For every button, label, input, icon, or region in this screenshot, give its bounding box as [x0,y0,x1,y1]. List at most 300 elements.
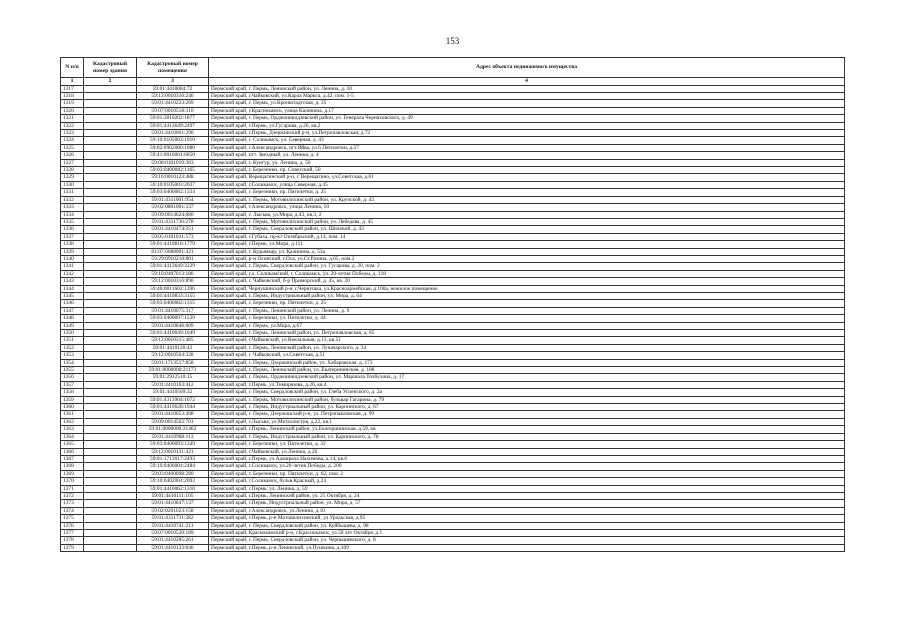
row-number-cell: 1322 [61,122,84,129]
header-premises-cadastral: Кадастровый номер помещения [137,58,209,78]
building-cadastral-cell [84,85,137,92]
row-number-cell: 1335 [61,218,84,225]
premises-cadastral-cell: 59:12:0010564:328 [137,352,209,359]
building-cadastral-cell [84,463,137,470]
premises-cadastral-cell: 59:08:0101010:383 [137,159,209,166]
table-row [61,248,845,255]
column-number: 4 [209,78,845,86]
building-cadastral-cell [84,255,137,262]
row-number-cell: 1317 [61,85,84,92]
premises-cadastral-cell: 59:01:4313904:1072 [137,396,209,403]
address-cell: Пермский край, г.Краснокамск, улица Калинина, д.17 [209,107,845,114]
premises-cadastral-cell: 59:12:0010316:896 [137,278,209,285]
table-row [61,337,845,344]
table-row [61,130,845,137]
building-cadastral-cell [84,337,137,344]
address-cell: Пермский край, г.Чайковский, ул.Карла Маркса, д.42, пом. 1-5 [209,93,845,100]
table-row [61,352,845,359]
row-number-cell: 1374 [61,507,84,514]
building-cadastral-cell [84,115,137,122]
row-number-cell: 1362 [61,418,84,425]
table-row [61,367,845,374]
address-cell: Пермский край, г.Пермь, Ленинский район, ул. 25 Октября, д. 24 [209,492,845,499]
address-cell: Пермский край, Краснокамский р-н, г.Краснокамск, ул.50 лет Октября, д.1 [209,529,845,536]
row-number-cell: 1376 [61,522,84,529]
premises-cadastral-cell: 59:02:0201023:158 [137,507,209,514]
table-row [61,455,845,462]
building-cadastral-cell [84,455,137,462]
row-number-cell: 1355 [61,367,84,374]
table-row [61,322,845,329]
premises-cadastral-cell: 59:09:0014502:701 [137,418,209,425]
table-row [61,241,845,248]
table-row [61,218,845,225]
premises-cadastral-cell: 59:03:0400082:1334 [137,189,209,196]
table-row [61,278,845,285]
table-row [61,196,845,203]
premises-cadastral-cell: 59:01:4311736:278 [137,218,209,225]
premises-cadastral-cell: 59:07:0010520:189 [137,529,209,536]
building-cadastral-cell [84,426,137,433]
table-row [61,137,845,144]
premises-cadastral-cell: 59:01:4410111:105 [137,492,209,499]
row-number-cell: 1357 [61,381,84,388]
address-cell: Пермский край, г. Кудымкар, ул. Калинина, д. 53а [209,248,845,255]
address-cell: Пермский край, г.Пермь, р-н Ленинский, ул.Пушкина, д.109 [209,544,845,551]
building-cadastral-cell [84,144,137,151]
row-number-cell: 1350 [61,330,84,337]
row-number-cell: 1344 [61,285,84,292]
address-cell: Пермский край, г. Пермь, ул.Кронштадтская, д. 35 [209,100,845,107]
row-number-cell: 1338 [61,241,84,248]
table-row [61,107,845,114]
table-row [61,93,845,100]
row-number-cell: 1371 [61,485,84,492]
address-cell: Пермский край, г. Пермь, Орджоникидзевский район, ул. Генерала Черняховского, д. 49 [209,115,845,122]
premises-cadastral-cell: 59:40:0011602:1396 [137,285,209,292]
row-number-cell: 1354 [61,359,84,366]
premises-cadastral-cell: 59:01:4410163:412 [137,381,209,388]
building-cadastral-cell [84,241,137,248]
table-row [61,211,845,218]
building-cadastral-cell [84,270,137,277]
premises-cadastral-cell: 59:01:0000000:21173 [137,367,209,374]
building-cadastral-cell [84,396,137,403]
address-cell: Пермский край, г. Кунгур, ул. Ленина, д. 56 [209,159,845,166]
premises-cadastral-cell: 59:03:0400093:1349 [137,441,209,448]
building-cadastral-cell [84,278,137,285]
row-number-cell: 1353 [61,352,84,359]
premises-cadastral-cell: 59:03:0400097:1539 [137,315,209,322]
row-number-cell: 1363 [61,426,84,433]
building-cadastral-cell [84,515,137,522]
table-row [61,189,845,196]
row-number-cell: 1351 [61,337,84,344]
address-cell: Пермский край, г. Пермь, Мотовилихинский район, ул. Крупской, д. 43 [209,196,845,203]
building-cadastral-cell [84,500,137,507]
header-address: Адрес объекта недвижимого имущества [209,58,845,78]
row-number-cell: 1373 [61,500,84,507]
address-cell: Пермский край, г.Губаха, пр-кт Октябрьский, д.14, пом. 14 [209,233,845,240]
address-cell: Пермский край, пгт. Звездный, ул. Ленина, д. 4 [209,152,845,159]
premises-cadastral-cell: 59:01:4413649:2497 [137,122,209,129]
building-cadastral-cell [84,300,137,307]
address-cell: Пермский край, г. Чайковский, ул.Советская, д.51 [209,352,845,359]
address-cell: Пермский край, г. Березники, пр. Пятилетки, д. 25 [209,189,845,196]
building-cadastral-cell [84,285,137,292]
building-cadastral-cell [84,381,137,388]
address-cell: Пермский край, г. Чайковский, б-р Приморский, д. 45, кв. 20 [209,278,845,285]
building-cadastral-cell [84,537,137,544]
premises-cadastral-cell: 59:16:0010123:488 [137,174,209,181]
building-cadastral-cell [84,233,137,240]
address-cell: Пермский край, г.Александровск, ул.Ленина, д.10 [209,507,845,514]
address-cell: Пермский край, г. Березники, пр. Пятилетки, д. 25 [209,300,845,307]
page-number: 153 [445,36,460,46]
building-cadastral-cell [84,522,137,529]
premises-cadastral-cell: 59:01:4410062:1310 [137,485,209,492]
row-number-cell: 1366 [61,448,84,455]
address-cell: Пермский край, г. Березники, ул. Пятилетки, д. 32 [209,441,845,448]
address-cell: Пермский край, г.Александровск, пгт.Яйва, ул.6 Пятилетки, д.27 [209,144,845,151]
table-row [61,448,845,455]
address-cell: Пермский край, р-н Осинский, г.Оса, ул.Ст.Разина, д.65, пом.2 [209,255,845,262]
building-cadastral-cell [84,263,137,270]
address-cell: Пермский край, г.Соликамск, улица Северная, д.45 [209,181,845,188]
address-cell: Пермский край, г. Пермь, Ленинский район, ул. Петропавловская, д. 85 [209,330,845,337]
address-cell: Пермский край, г.Пермь, р-н Мотовилихинский, ул.Уральская, д.95 [209,515,845,522]
premises-cadastral-cell: 59:01:4410061:290 [137,130,209,137]
row-number-cell: 1326 [61,152,84,159]
building-cadastral-cell [84,529,137,536]
premises-cadastral-cell: 59:10:0406004:2484 [137,463,209,470]
address-cell: Пермский край, г. Пермь, Свердловский район, ул. Шиловой, д. 43 [209,226,845,233]
table-row [61,204,845,211]
premises-cadastral-cell: 59:12:0010315:485 [137,337,209,344]
address-cell: Пермский край, г.Соликамск, ул.20-летия Победы, д. 200 [209,463,845,470]
address-cell: Пермский край, г. Пермь, Индустриальный район, ул. Мира, д. 64 [209,292,845,299]
table-row [61,522,845,529]
building-cadastral-cell [84,478,137,485]
address-cell: Пермский край, г. Пермь, Ленинский район, ул. Луначарского, д. 34 [209,344,845,351]
row-number-cell: 1340 [61,255,84,262]
address-cell: Пермский край, г. Пермь, Ленинский район, ул. Ленина, д. 9 [209,307,845,314]
column-number: 1 [61,78,84,86]
premises-cadastral-cell: 59:09:0014624:680 [137,211,209,218]
premises-cadastral-cell: 59:03:0400082:1165 [137,167,209,174]
building-cadastral-cell [84,159,137,166]
premises-cadastral-cell: 59:02:0902080:1080 [137,144,209,151]
building-cadastral-cell [84,367,137,374]
building-cadastral-cell [84,485,137,492]
building-cadastral-cell [84,218,137,225]
row-number-cell: 1368 [61,463,84,470]
building-cadastral-cell [84,470,137,477]
address-cell: Пермский край, Чернушинский р-н, г.Чернушка, ул.Красноармейская, д.100а, нежилое помещение [209,285,845,292]
table-row [61,174,845,181]
table-row [61,292,845,299]
row-number-cell: 1379 [61,544,84,551]
building-cadastral-cell [84,211,137,218]
table-row [61,255,845,262]
premises-cadastral-cell: 59:10:0105003:1910 [137,137,209,144]
building-cadastral-cell [84,248,137,255]
premises-cadastral-cell: 59:01:4410846:609 [137,322,209,329]
row-number-cell: 1333 [61,204,84,211]
premises-cadastral-cell: 59:12:0010316:246 [137,93,209,100]
row-number-cell: 1365 [61,441,84,448]
table-row [61,492,845,499]
header-row-number: N п/п [61,58,84,78]
table-row [61,515,845,522]
table-row [61,285,845,292]
table-row [61,315,845,322]
row-number-cell: 1349 [61,322,84,329]
table-row [61,411,845,418]
row-number-cell: 1331 [61,189,84,196]
premises-cadastral-cell: 59:10:0407013:186 [137,270,209,277]
address-cell: Пермский край, г.Александровск, улица Ленина, 10 [209,204,845,211]
premises-cadastral-cell: 59:01:3810202:1877 [137,115,209,122]
address-cell: Пермский край, г. Пермь, Индустриальный район, ул. Карпинского, д. 78 [209,433,845,440]
row-number-cell: 1347 [61,307,84,314]
table-row [61,478,845,485]
table-row [61,389,845,396]
address-cell: Пермский край, г. Пермь, Свердловский район, ул. Гусарова, д. 20, пом. 2 [209,263,845,270]
table-row [61,418,845,425]
table-row [61,507,845,514]
premises-cadastral-cell: 59:01:4410133:646 [137,544,209,551]
address-cell: Пермский край, г. Пермь, Индустриальный район, ул. Карпинского, д. 67 [209,404,845,411]
building-cadastral-cell [84,344,137,351]
building-cadastral-cell [84,330,137,337]
address-cell: Пермский край, г. Березники, пр. Пятилетки, д. 62, пом. 2 [209,470,845,477]
address-cell: Пермский край, г.Пермь, Дзержинский р-н, ул.Петропавловская, д.72 [209,130,845,137]
table-row [61,426,845,433]
premises-cadastral-cell: 59:10:0105003:2037 [137,181,209,188]
table-row [61,529,845,536]
building-cadastral-cell [84,507,137,514]
premises-cadastral-cell: 59:10:0402004:2693 [137,478,209,485]
table-row [61,359,845,366]
table-row [61,381,845,388]
premises-cadastral-cell: 59:01:4410628:1944 [137,404,209,411]
building-cadastral-cell [84,544,137,551]
row-number-cell: 1337 [61,233,84,240]
premises-cadastral-cell: 59:07:0010518:310 [137,107,209,114]
table-row [61,181,845,188]
address-cell: Пермский край, г. Лысьва, ул.Мира, д.43, кв.3, 2 [209,211,845,218]
premises-cadastral-cell: 59:01:4410474:351 [137,226,209,233]
table-row [61,463,845,470]
premises-cadastral-cell: 59:01:0000000:21462 [137,426,209,433]
address-cell: Пермский край, г.Соликамск, бульв.Красный, д.24 [209,478,845,485]
table-row [61,233,845,240]
row-number-cell: 1329 [61,174,84,181]
premises-cadastral-cell: 59:01:4410084:72 [137,85,209,92]
row-number-cell: 1343 [61,278,84,285]
address-cell: Пермский край, г.Пермь, Индустриальный район, ул. Мира, д. 57 [209,500,845,507]
building-cadastral-cell [84,130,137,137]
building-cadastral-cell [84,411,137,418]
premises-cadastral-cell: 59:05:0101031:573 [137,233,209,240]
address-cell: Пермский край, г. Пермь, Свердловский район, ул. Куйбышева, д. 98 [209,522,845,529]
table-row [61,100,845,107]
premises-cadastral-cell: 59:29:0910210:801 [137,255,209,262]
address-cell: Пермский край, г. Пермь, Дзержинский р-н, ул. Петропавловская, д. 99 [209,411,845,418]
premises-cadastral-cell: 59:01:4410053:498 [137,411,209,418]
row-number-cell: 1330 [61,181,84,188]
building-cadastral-cell [84,292,137,299]
table-row [61,470,845,477]
table-row [61,500,845,507]
row-number-cell: 1348 [61,315,84,322]
row-number-cell: 1328 [61,167,84,174]
table-row [61,159,845,166]
row-number-cell: 1318 [61,93,84,100]
table-row [61,226,845,233]
row-number-cell: 1341 [61,263,84,270]
building-cadastral-cell [84,418,137,425]
table-row [61,330,845,337]
row-number-cell: 1369 [61,470,84,477]
address-cell: Пермский край, г. Соликамск, ул. Северная, д. 43 [209,137,845,144]
building-cadastral-cell [84,352,137,359]
building-cadastral-cell [84,307,137,314]
row-number-cell: 1370 [61,478,84,485]
building-cadastral-cell [84,448,137,455]
row-number-cell: 1352 [61,344,84,351]
row-number-cell: 1327 [61,159,84,166]
header-building-cadastral: Кадастровый номер здания [84,58,137,78]
row-number-cell: 1319 [61,100,84,107]
table-row [61,441,845,448]
building-cadastral-cell [84,181,137,188]
table-row [61,307,845,314]
premises-cadastral-cell: 59:01:4410968:113 [137,433,209,440]
address-cell: Пермский край, г.Пермь, ул.Мира, д.111 [209,241,845,248]
premises-cadastral-cell: 59:03:0400098:280 [137,470,209,477]
address-cell: Пермский край, г. Пермь, Свердловский район, ул. Чернышевского, д. 8 [209,537,845,544]
table-row [61,85,845,92]
row-number-cell: 1364 [61,433,84,440]
premises-cadastral-cell: 59:41:0010001:6850 [137,152,209,159]
building-cadastral-cell [84,389,137,396]
table-row [61,152,845,159]
premises-cadastral-cell: 59:01:4410285:261 [137,537,209,544]
building-cadastral-cell [84,359,137,366]
premises-cadastral-cell: 59:01:4410847:137 [137,500,209,507]
address-cell: Пермский край, г. Пермь, Ленинский район, ул. Екатерининская, д. 188 [209,367,845,374]
premises-cadastral-cell: 59:01:1713017:2493 [137,455,209,462]
row-number-cell: 1359 [61,396,84,403]
address-cell: Пермский край, г.Пермь, ул. Ленина, д. 59 [209,485,845,492]
premises-cadastral-cell: 59:01:4311001:954 [137,196,209,203]
table-row [61,404,845,411]
row-number-cell: 1358 [61,389,84,396]
table-row [61,263,845,270]
row-number-cell: 1360 [61,404,84,411]
address-cell: Пермский край, г. Пермь, Ленинский район, ул. Ленина, д. 10 [209,85,845,92]
address-cell: Пермский край, г. Березники, ул. Пятилетки, д. 44 [209,315,845,322]
premises-cadastral-cell: 59:01:4410223:269 [137,100,209,107]
address-cell: Пермский край, г.Пермь, ул.Тимирязева, д.26, кв.4 [209,381,845,388]
premises-cadastral-cell: 59:01:4410049:1049 [137,330,209,337]
address-cell: Пермский край, г.Чайковский, ул.Вокзальная, д.13, кв.51 [209,337,845,344]
table-row [61,115,845,122]
table-row [61,344,845,351]
building-cadastral-cell [84,174,137,181]
row-number-cell: 1332 [61,196,84,203]
row-number-cell: 1324 [61,137,84,144]
address-cell: Пермский край, г. Березники, пр. Советский, 50 [209,167,845,174]
row-number-cell: 1339 [61,248,84,255]
address-cell: Пермский край, Верещагинский р-н, г. Верещагино, ул.Советская, д.61 [209,174,845,181]
premises-cadastral-cell: 59:03:0400082:1315 [137,300,209,307]
premises-cadastral-cell: 59:01:4410569:32 [137,389,209,396]
table-row [61,396,845,403]
address-cell: Пермский край, г.Пермь, ул.Адмирала Нахимова, д.14, кв.6 [209,455,845,462]
address-cell: Пермский край, г. Пермь, ул.Мира, д.67 [209,322,845,329]
premises-cadastral-cell: 59:01:4410075:317 [137,307,209,314]
building-cadastral-cell [84,315,137,322]
row-number-cell: 1336 [61,226,84,233]
row-number-cell: 1377 [61,529,84,536]
premises-cadastral-cell: 59:01:4311731:382 [137,515,209,522]
building-cadastral-cell [84,196,137,203]
table-row [61,270,845,277]
column-number-row [61,78,845,86]
table-row [61,144,845,151]
premises-cadastral-cell: 59:01:2912510:15 [137,374,209,381]
building-cadastral-cell [84,152,137,159]
table-row [61,300,845,307]
address-cell: Пермский край, г.Лысьва, ул.Металлистов, д.22, кв.1 [209,418,845,425]
premises-cadastral-cell: 59:12:0010131:421 [137,448,209,455]
building-cadastral-cell [84,189,137,196]
row-number-cell: 1372 [61,492,84,499]
building-cadastral-cell [84,226,137,233]
row-number-cell: 1378 [61,537,84,544]
row-number-cell: 1323 [61,130,84,137]
row-number-cell: 1321 [61,115,84,122]
building-cadastral-cell [84,122,137,129]
premises-cadastral-cell: 59:01:4410833:3155 [137,292,209,299]
premises-cadastral-cell: 59:01:1713517:858 [137,359,209,366]
building-cadastral-cell [84,137,137,144]
row-number-cell: 1334 [61,211,84,218]
address-cell: Пермский край, г.о. Соликамский, г. Соликамск, ул. 20-летия Победы, д. 118 [209,270,845,277]
premises-cadastral-cell: 59:01:4410120:43 [137,344,209,351]
table-row [61,167,845,174]
address-cell: Пермский край, г.Чайковский, ул.Ленина, д.26 [209,448,845,455]
row-number-cell: 1361 [61,411,84,418]
premises-cadastral-cell: 59:01:4410816:1779 [137,241,209,248]
address-cell: Пермский край, г.Пермь, ул.Гусарова, д.20, кв.2 [209,122,845,129]
address-cell: Пермский край, г. Пермь, Мотовилихинский район, ул. Лебедева, д. 45 [209,218,845,225]
building-cadastral-cell [84,374,137,381]
address-cell: Пермский край, г. Пермь, Орджоникидзевский район, ул. Маршала Толбухина, д. 17 [209,374,845,381]
building-cadastral-cell [84,204,137,211]
building-cadastral-cell [84,441,137,448]
table-row [61,433,845,440]
building-cadastral-cell [84,404,137,411]
column-number: 2 [84,78,137,86]
table-body [61,85,845,552]
table-row [61,122,845,129]
table-row [61,374,845,381]
address-cell: Пермский край, г.Пермь, Ленинский район, ул.Екатерининская, д.59, кв [209,426,845,433]
